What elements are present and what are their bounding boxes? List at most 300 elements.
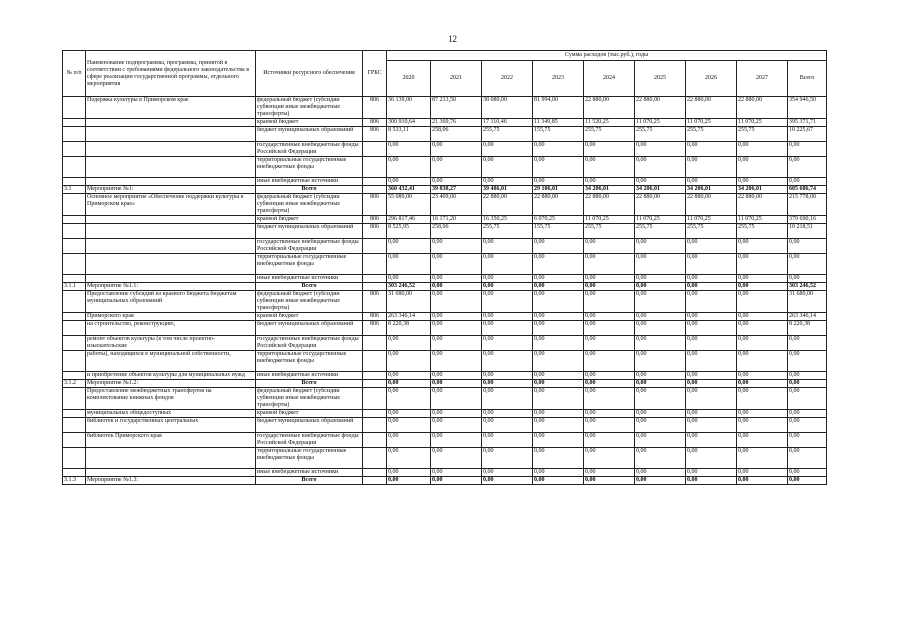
row-year-value: 0,00 bbox=[686, 410, 737, 418]
row-year-value: 0,00 bbox=[584, 477, 635, 485]
row-total-value: 0,00 bbox=[788, 178, 827, 186]
row-grbs bbox=[363, 254, 387, 275]
row-name: Основное мероприятие «Обеспечение поддержки культуры в Приморском крае» bbox=[86, 194, 256, 216]
row-number bbox=[63, 291, 86, 313]
row-year-value: 0,00 bbox=[686, 418, 737, 433]
row-year-value: 0,00 bbox=[431, 477, 482, 485]
row-source: бюджет муниципальных образований bbox=[256, 418, 363, 433]
header-amounts: Сумма расходов (тыс.руб.), годы bbox=[387, 51, 827, 61]
row-grbs bbox=[363, 477, 387, 485]
row-year-value: 0,00 bbox=[533, 418, 584, 433]
row-year-value: 34 206,01 bbox=[635, 186, 686, 194]
row-year-value: 0,00 bbox=[584, 157, 635, 178]
row-year-value: 0,00 bbox=[387, 254, 431, 275]
row-year-value: 0,00 bbox=[737, 291, 788, 313]
row-year-value: 0,00 bbox=[635, 351, 686, 372]
row-year-value: 0,00 bbox=[482, 469, 533, 477]
row-year-value: 0,00 bbox=[431, 410, 482, 418]
row-number bbox=[63, 410, 86, 418]
row-year-value: 11 070,25 bbox=[635, 119, 686, 127]
row-source: краевой бюджет bbox=[256, 119, 363, 127]
row-year-value: 8 220,38 bbox=[387, 321, 431, 336]
row-number bbox=[63, 418, 86, 433]
row-year-value: 0,00 bbox=[533, 477, 584, 485]
row-year-value: 0,00 bbox=[686, 433, 737, 448]
header-year: 2020 bbox=[387, 61, 431, 97]
row-name: Приморского края bbox=[86, 313, 256, 321]
row-name: работы), находящихся в муниципальной собственности, bbox=[86, 351, 256, 372]
row-year-value: 16 350,25 bbox=[482, 216, 533, 224]
row-year-value: 255,75 bbox=[635, 127, 686, 142]
header-grbs: ГРБС bbox=[363, 51, 387, 97]
row-year-value: 303 246,52 bbox=[387, 283, 431, 291]
row-year-value: 0,00 bbox=[482, 336, 533, 351]
row-number bbox=[63, 448, 86, 469]
row-grbs bbox=[363, 448, 387, 469]
table-row bbox=[63, 254, 827, 275]
row-year-value: 0,00 bbox=[387, 477, 431, 485]
row-grbs bbox=[363, 388, 387, 410]
row-grbs bbox=[363, 433, 387, 448]
table-row bbox=[63, 351, 827, 372]
row-year-value: 0,00 bbox=[584, 380, 635, 388]
row-name: Подержка культуры в Приморском крае bbox=[86, 97, 256, 119]
table-row bbox=[63, 224, 827, 239]
row-source: государственные внебюджетные фонды Российской Федерации bbox=[256, 142, 363, 157]
row-year-value: 0,00 bbox=[635, 336, 686, 351]
header-year: 2027 bbox=[737, 61, 788, 97]
row-grbs bbox=[363, 410, 387, 418]
row-year-value: 0,00 bbox=[737, 380, 788, 388]
row-number bbox=[63, 275, 86, 283]
row-year-value: 255,75 bbox=[482, 224, 533, 239]
row-grbs: 806 bbox=[363, 119, 387, 127]
row-total-value: 0,00 bbox=[788, 254, 827, 275]
row-number bbox=[63, 351, 86, 372]
row-source: федеральный бюджет (субсидии субвенции иные межбюджетные трансферты) bbox=[256, 97, 363, 119]
row-year-value: 0,00 bbox=[686, 372, 737, 380]
row-name bbox=[86, 178, 256, 186]
row-year-value: 0,00 bbox=[737, 336, 788, 351]
row-year-value: 0,00 bbox=[533, 469, 584, 477]
row-name bbox=[86, 142, 256, 157]
row-year-value: 0,00 bbox=[686, 239, 737, 254]
header-num: № п/п bbox=[63, 51, 86, 97]
row-year-value: 0,00 bbox=[686, 178, 737, 186]
row-grbs bbox=[363, 469, 387, 477]
row-year-value: 0,00 bbox=[387, 336, 431, 351]
row-year-value: 0,00 bbox=[431, 275, 482, 283]
row-year-value: 0,00 bbox=[737, 275, 788, 283]
table-row bbox=[63, 186, 827, 194]
row-year-value: 0,00 bbox=[635, 157, 686, 178]
row-number bbox=[63, 254, 86, 275]
row-number bbox=[63, 433, 86, 448]
row-year-value: 11 070,25 bbox=[737, 216, 788, 224]
row-year-value: 0,00 bbox=[635, 313, 686, 321]
row-year-value: 0,00 bbox=[431, 372, 482, 380]
row-year-value: 81 994,00 bbox=[533, 97, 584, 119]
row-year-value: 0,00 bbox=[584, 291, 635, 313]
row-grbs bbox=[363, 178, 387, 186]
row-source: территориальные государственные внебюджетные фонды bbox=[256, 448, 363, 469]
row-year-value: 0,00 bbox=[635, 321, 686, 336]
row-total-value: 379 690,16 bbox=[788, 216, 827, 224]
row-name: на строительство, реконструкцию, bbox=[86, 321, 256, 336]
table-row bbox=[63, 239, 827, 254]
row-total-value: 0,00 bbox=[788, 142, 827, 157]
table-row bbox=[63, 178, 827, 186]
row-name bbox=[86, 469, 256, 477]
row-year-value: 0,00 bbox=[431, 351, 482, 372]
row-year-value: 0,00 bbox=[686, 351, 737, 372]
row-year-value: 0,00 bbox=[431, 336, 482, 351]
row-total-value: 303 246,52 bbox=[788, 283, 827, 291]
row-year-value: 11 520,25 bbox=[584, 119, 635, 127]
row-year-value: 23 409,00 bbox=[431, 194, 482, 216]
row-year-value: 258,06 bbox=[431, 224, 482, 239]
table-row bbox=[63, 336, 827, 351]
row-year-value: 21 369,76 bbox=[431, 119, 482, 127]
row-year-value: 0,00 bbox=[635, 178, 686, 186]
row-year-value: 0,00 bbox=[431, 380, 482, 388]
row-number: 3.1 bbox=[63, 186, 86, 194]
row-source: Всего bbox=[256, 283, 363, 291]
row-year-value: 155,75 bbox=[533, 127, 584, 142]
row-year-value: 0,00 bbox=[635, 380, 686, 388]
row-grbs bbox=[363, 157, 387, 178]
row-grbs bbox=[363, 142, 387, 157]
row-year-value: 0,00 bbox=[533, 433, 584, 448]
row-grbs: 806 bbox=[363, 321, 387, 336]
table-row bbox=[63, 157, 827, 178]
row-grbs bbox=[363, 336, 387, 351]
row-year-value: 0,00 bbox=[387, 380, 431, 388]
row-number bbox=[63, 97, 86, 119]
row-total-value: 10 218,51 bbox=[788, 224, 827, 239]
row-total-value: 0,00 bbox=[788, 372, 827, 380]
row-year-value: 0,00 bbox=[584, 254, 635, 275]
row-year-value: 11 070,25 bbox=[686, 119, 737, 127]
row-grbs: 806 bbox=[363, 291, 387, 313]
header-year: 2024 bbox=[584, 61, 635, 97]
row-year-value: 11 070,25 bbox=[737, 119, 788, 127]
row-year-value: 0,00 bbox=[482, 239, 533, 254]
header-year: 2025 bbox=[635, 61, 686, 97]
row-year-value: 0,00 bbox=[737, 313, 788, 321]
row-year-value: 17 110,46 bbox=[482, 119, 533, 127]
table-row bbox=[63, 97, 827, 119]
table-row bbox=[63, 313, 827, 321]
row-year-value: 0,00 bbox=[431, 254, 482, 275]
row-year-value: 0,00 bbox=[584, 410, 635, 418]
row-year-value: 0,00 bbox=[387, 239, 431, 254]
row-year-value: 0,00 bbox=[737, 239, 788, 254]
row-name: и приобретение объектов культуры для муниципальных нужд bbox=[86, 372, 256, 380]
row-year-value: 0,00 bbox=[737, 388, 788, 410]
row-year-value: 0,00 bbox=[533, 448, 584, 469]
row-year-value: 0,00 bbox=[431, 142, 482, 157]
row-year-value: 0,00 bbox=[387, 351, 431, 372]
row-year-value: 0,00 bbox=[737, 418, 788, 433]
row-number bbox=[63, 469, 86, 477]
row-year-value: 255,75 bbox=[635, 224, 686, 239]
row-year-value: 11 070,25 bbox=[584, 216, 635, 224]
row-number: 3.1.3 bbox=[63, 477, 86, 485]
row-name bbox=[86, 254, 256, 275]
row-year-value: 0,00 bbox=[737, 254, 788, 275]
row-year-value: 0,00 bbox=[482, 275, 533, 283]
row-year-value: 0,00 bbox=[686, 157, 737, 178]
row-year-value: 0,00 bbox=[635, 239, 686, 254]
row-year-value: 0,00 bbox=[635, 433, 686, 448]
row-year-value: 0,00 bbox=[635, 448, 686, 469]
row-year-value: 296 817,46 bbox=[387, 216, 431, 224]
row-year-value: 0,00 bbox=[686, 275, 737, 283]
row-number bbox=[63, 157, 86, 178]
table-row bbox=[63, 142, 827, 157]
row-name: библиотек Приморского края bbox=[86, 433, 256, 448]
row-year-value: 0,00 bbox=[584, 275, 635, 283]
row-total-value: 31 680,00 bbox=[788, 291, 827, 313]
row-year-value: 0,00 bbox=[482, 313, 533, 321]
row-year-value: 22 880,00 bbox=[584, 194, 635, 216]
row-year-value: 0,00 bbox=[686, 313, 737, 321]
row-year-value: 0,00 bbox=[584, 336, 635, 351]
row-year-value: 11 070,25 bbox=[635, 216, 686, 224]
row-total-value: 0,00 bbox=[788, 448, 827, 469]
row-year-value: 0,00 bbox=[737, 433, 788, 448]
table-row bbox=[63, 291, 827, 313]
row-year-value: 255,75 bbox=[584, 224, 635, 239]
row-year-value: 0,00 bbox=[431, 239, 482, 254]
header-name: Наименование подпрограммы, программы, принятой в соответствии с требованиями федерального законодательства в сфере реализации государственной программы, отдельного мероприятия bbox=[86, 51, 256, 97]
row-year-value: 0,00 bbox=[482, 351, 533, 372]
row-year-value: 0,00 bbox=[482, 142, 533, 157]
row-grbs bbox=[363, 380, 387, 388]
row-grbs: 806 bbox=[363, 127, 387, 142]
row-name bbox=[86, 239, 256, 254]
row-year-value: 0,00 bbox=[686, 477, 737, 485]
row-year-value: 0,00 bbox=[686, 291, 737, 313]
row-grbs bbox=[363, 351, 387, 372]
row-year-value: 36 139,00 bbox=[387, 97, 431, 119]
row-total-value: 0,00 bbox=[788, 433, 827, 448]
row-grbs bbox=[363, 283, 387, 291]
row-source: федеральный бюджет (субсидии субвенции иные межбюджетные трансферты) bbox=[256, 194, 363, 216]
row-year-value: 0,00 bbox=[737, 410, 788, 418]
row-source: бюджет муниципальных образований bbox=[256, 127, 363, 142]
row-year-value: 0,00 bbox=[686, 254, 737, 275]
row-year-value: 0,00 bbox=[387, 418, 431, 433]
row-source: территориальные государственные внебюджетные фонды bbox=[256, 157, 363, 178]
row-source: государственные внебюджетные фонды Российской Федерации bbox=[256, 433, 363, 448]
row-year-value: 0,00 bbox=[635, 418, 686, 433]
row-year-value: 0,00 bbox=[387, 275, 431, 283]
row-year-value: 155,75 bbox=[533, 224, 584, 239]
table-row bbox=[63, 418, 827, 433]
row-year-value: 22 880,00 bbox=[482, 194, 533, 216]
row-year-value: 0,00 bbox=[686, 321, 737, 336]
header-year: 2021 bbox=[431, 61, 482, 97]
row-year-value: 0,00 bbox=[635, 410, 686, 418]
row-year-value: 11 349,85 bbox=[533, 119, 584, 127]
row-source: государственные внебюджетные фонды Российской Федерации bbox=[256, 336, 363, 351]
row-total-value: 0,00 bbox=[788, 418, 827, 433]
table-row bbox=[63, 372, 827, 380]
row-year-value: 0,00 bbox=[482, 410, 533, 418]
row-total-value: 10 225,67 bbox=[788, 127, 827, 142]
row-number bbox=[63, 224, 86, 239]
row-grbs bbox=[363, 275, 387, 283]
row-total-value: 0,00 bbox=[788, 275, 827, 283]
row-name bbox=[86, 216, 256, 224]
row-year-value: 0,00 bbox=[482, 321, 533, 336]
row-year-value: 0,00 bbox=[431, 291, 482, 313]
row-year-value: 0,00 bbox=[737, 469, 788, 477]
row-year-value: 22 880,00 bbox=[584, 97, 635, 119]
row-year-value: 0,00 bbox=[533, 313, 584, 321]
row-total-value: 605 686,74 bbox=[788, 186, 827, 194]
row-year-value: 0,00 bbox=[533, 142, 584, 157]
row-year-value: 55 089,00 bbox=[387, 194, 431, 216]
row-year-value: 0,00 bbox=[431, 418, 482, 433]
row-year-value: 0,00 bbox=[482, 283, 533, 291]
row-year-value: 0,00 bbox=[482, 388, 533, 410]
row-total-value: 0,00 bbox=[788, 336, 827, 351]
row-year-value: 0,00 bbox=[635, 388, 686, 410]
row-year-value: 0,00 bbox=[737, 283, 788, 291]
table-row bbox=[63, 448, 827, 469]
row-name bbox=[86, 275, 256, 283]
row-year-value: 0,00 bbox=[686, 469, 737, 477]
row-year-value: 0,00 bbox=[533, 336, 584, 351]
row-name bbox=[86, 224, 256, 239]
row-name: Мероприятие №1: bbox=[86, 186, 256, 194]
row-year-value: 0,00 bbox=[584, 321, 635, 336]
row-name: Предоставление межбюджетных трансфертов на комплектование книжных фондов bbox=[86, 388, 256, 410]
row-grbs: 806 bbox=[363, 97, 387, 119]
row-name: библиотек и государственных центральных bbox=[86, 418, 256, 433]
row-year-value: 0,00 bbox=[482, 477, 533, 485]
row-year-value: 22 880,00 bbox=[737, 194, 788, 216]
row-total-value: 0,00 bbox=[788, 380, 827, 388]
row-year-value: 0,00 bbox=[686, 388, 737, 410]
row-name: Мероприятие №1.2: bbox=[86, 380, 256, 388]
row-year-value: 0,00 bbox=[584, 469, 635, 477]
row-year-value: 34 206,01 bbox=[686, 186, 737, 194]
row-year-value: 34 206,01 bbox=[584, 186, 635, 194]
row-year-value: 34 206,01 bbox=[737, 186, 788, 194]
row-year-value: 0,00 bbox=[431, 433, 482, 448]
row-grbs bbox=[363, 372, 387, 380]
row-year-value: 0,00 bbox=[533, 157, 584, 178]
row-year-value: 0,00 bbox=[387, 178, 431, 186]
row-number: 3.1.2 bbox=[63, 380, 86, 388]
row-year-value: 0,00 bbox=[584, 239, 635, 254]
row-year-value: 0,00 bbox=[635, 283, 686, 291]
table-row bbox=[63, 194, 827, 216]
table-row bbox=[63, 433, 827, 448]
row-number bbox=[63, 119, 86, 127]
row-year-value: 39 838,27 bbox=[431, 186, 482, 194]
row-year-value: 0,00 bbox=[482, 254, 533, 275]
page-number: 12 bbox=[448, 34, 457, 44]
table-row bbox=[63, 410, 827, 418]
row-source: федеральный бюджет (субсидии субвенции иные межбюджетные трансферты) bbox=[256, 291, 363, 313]
row-year-value: 0,00 bbox=[533, 372, 584, 380]
row-year-value: 255,75 bbox=[686, 127, 737, 142]
row-name: Мероприятие №1.3: bbox=[86, 477, 256, 485]
row-year-value: 22 880,00 bbox=[737, 97, 788, 119]
row-source: краевой бюджет bbox=[256, 313, 363, 321]
row-year-value: 0,00 bbox=[635, 291, 686, 313]
row-source: территориальные государственные внебюджетные фонды bbox=[256, 254, 363, 275]
budget-table bbox=[62, 50, 827, 485]
row-number bbox=[63, 127, 86, 142]
row-year-value: 0,00 bbox=[584, 433, 635, 448]
row-year-value: 0,00 bbox=[431, 469, 482, 477]
row-total-value: 354 946,50 bbox=[788, 97, 827, 119]
row-total-value: 0,00 bbox=[788, 477, 827, 485]
row-total-value: 0,00 bbox=[788, 239, 827, 254]
row-year-value: 0,00 bbox=[482, 157, 533, 178]
row-year-value: 255,75 bbox=[482, 127, 533, 142]
row-year-value: 0,00 bbox=[737, 477, 788, 485]
table-row bbox=[63, 469, 827, 477]
row-year-value: 0,00 bbox=[686, 142, 737, 157]
row-name bbox=[86, 127, 256, 142]
row-source: федеральный бюджет (субсидии субвенции иные межбюджетные трансферты) bbox=[256, 388, 363, 410]
row-total-value: 263 346,14 bbox=[788, 313, 827, 321]
row-year-value: 0,00 bbox=[584, 142, 635, 157]
row-year-value: 0,00 bbox=[387, 142, 431, 157]
row-year-value: 0,00 bbox=[482, 178, 533, 186]
row-grbs bbox=[363, 186, 387, 194]
row-name: Мероприятие №1.1: bbox=[86, 283, 256, 291]
row-year-value: 0,00 bbox=[533, 239, 584, 254]
row-grbs: 806 bbox=[363, 313, 387, 321]
row-year-value: 38 080,00 bbox=[482, 97, 533, 119]
row-year-value: 255,75 bbox=[737, 127, 788, 142]
row-year-value: 0,00 bbox=[431, 321, 482, 336]
row-year-value: 0,00 bbox=[387, 410, 431, 418]
row-year-value: 0,00 bbox=[737, 372, 788, 380]
header-year: 2023 bbox=[533, 61, 584, 97]
row-year-value: 11 070,25 bbox=[686, 216, 737, 224]
row-total-value: 0,00 bbox=[788, 157, 827, 178]
row-year-value: 0,00 bbox=[584, 178, 635, 186]
table-row bbox=[63, 275, 827, 283]
table-row bbox=[63, 388, 827, 410]
row-name: муниципальных общедоступных bbox=[86, 410, 256, 418]
row-grbs: 806 bbox=[363, 224, 387, 239]
row-year-value: 0,00 bbox=[635, 469, 686, 477]
row-source: иные внебюджетные источники bbox=[256, 178, 363, 186]
row-year-value: 8 533,11 bbox=[387, 127, 431, 142]
header-year: 2026 bbox=[686, 61, 737, 97]
row-year-value: 22 880,00 bbox=[635, 194, 686, 216]
row-year-value: 0,00 bbox=[387, 433, 431, 448]
row-source: краевой бюджет bbox=[256, 216, 363, 224]
table-body bbox=[63, 97, 827, 485]
row-source: Всего bbox=[256, 380, 363, 388]
row-number bbox=[63, 336, 86, 351]
row-year-value: 0,00 bbox=[533, 254, 584, 275]
row-year-value: 22 880,00 bbox=[686, 97, 737, 119]
row-name bbox=[86, 157, 256, 178]
row-year-value: 255,75 bbox=[686, 224, 737, 239]
